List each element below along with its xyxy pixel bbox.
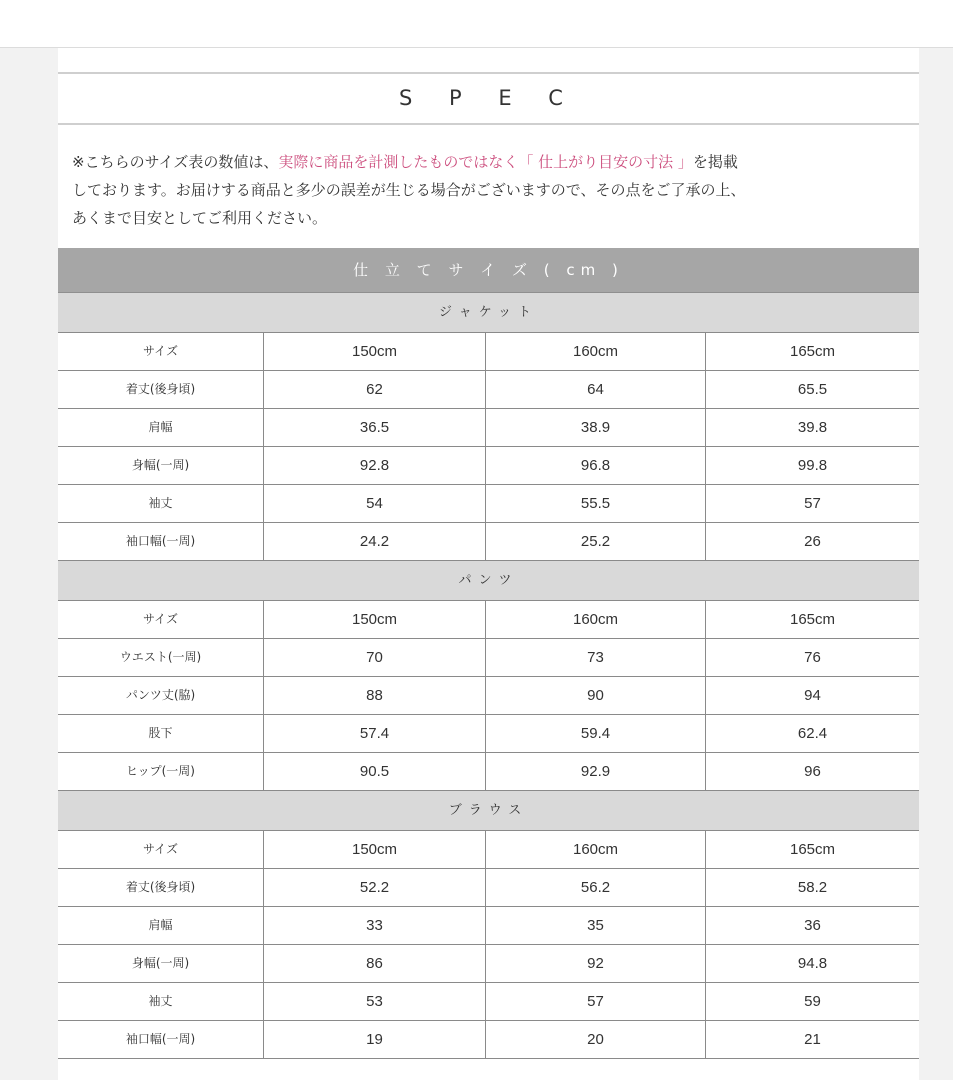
- row-value: 150cm: [264, 831, 486, 868]
- left-margin: [0, 48, 58, 1080]
- table-row: [58, 1021, 919, 1059]
- table-row: [58, 447, 919, 485]
- spec-title-top-rule: [58, 72, 919, 74]
- row-value: 19: [264, 1021, 486, 1058]
- row-label: 袖丈: [58, 983, 264, 1020]
- row-value: 54: [264, 485, 486, 522]
- table-row: [58, 639, 919, 677]
- row-value: 90: [486, 677, 706, 714]
- row-value: 21: [804, 1031, 821, 1048]
- row-value: 33: [264, 907, 486, 944]
- row-label: 股下: [58, 715, 264, 752]
- row-value: 59.4: [486, 715, 706, 752]
- size-table-sections: [58, 293, 919, 1059]
- table-row: [58, 945, 919, 983]
- notice-text-1: ※こちらのサイズ表の数値は、: [72, 153, 279, 171]
- table-row: [58, 869, 919, 907]
- row-value: 86: [264, 945, 486, 982]
- spec-title-bottom-rule: [58, 123, 919, 125]
- row-value: 165cm: [789, 343, 836, 360]
- row-value: 92.8: [264, 447, 486, 484]
- row-value: 150cm: [264, 601, 486, 638]
- row-value: 39.8: [797, 419, 828, 436]
- row-value: 92.9: [486, 753, 706, 790]
- row-label: 袖口幅(一周): [58, 1021, 264, 1058]
- row-label: 肩幅: [58, 907, 264, 944]
- table-row: [58, 715, 919, 753]
- row-value: 55.5: [486, 485, 706, 522]
- row-label: 身幅(一周): [58, 447, 264, 484]
- spec-sheet: [58, 48, 919, 1080]
- table-row: [58, 485, 919, 523]
- row-value: 165cm: [789, 611, 836, 628]
- row-label: 着丈(後身頃): [58, 371, 264, 408]
- row-value: 36: [804, 917, 821, 934]
- row-label: ヒップ(一周): [58, 753, 264, 790]
- spec-title: S P E C: [399, 86, 578, 110]
- notice-text-2: を掲載: [692, 153, 738, 171]
- row-value: 24.2: [264, 523, 486, 560]
- row-value: 92: [486, 945, 706, 982]
- section-header: ジャケット: [58, 293, 919, 333]
- size-table: [58, 248, 919, 1059]
- row-value: 58.2: [797, 879, 828, 896]
- row-label: 身幅(一周): [58, 945, 264, 982]
- table-row: [58, 831, 919, 869]
- row-label: 袖口幅(一周): [58, 523, 264, 560]
- row-label: サイズ: [58, 831, 264, 868]
- table-row: [58, 523, 919, 561]
- notice-highlight: 実際に商品を計測したものではなく「 仕上がり目安の寸法 」: [278, 153, 693, 171]
- right-margin: [919, 48, 953, 1080]
- table-row: [58, 333, 919, 371]
- row-value: 59: [804, 993, 821, 1010]
- notice-line-1: [72, 148, 912, 176]
- section-header: パンツ: [58, 561, 919, 601]
- row-value: 73: [486, 639, 706, 676]
- row-value: 57: [486, 983, 706, 1020]
- row-value: 56.2: [486, 869, 706, 906]
- notice-line-2: しております。お届けする商品と多少の誤差が生じる場合がございますので、その点をご了承の上、: [72, 181, 746, 199]
- row-value: 160cm: [486, 601, 706, 638]
- row-label: パンツ丈(脇): [58, 677, 264, 714]
- row-value: 26: [804, 533, 821, 550]
- row-value: 57.4: [264, 715, 486, 752]
- row-value: 70: [264, 639, 486, 676]
- size-table-title: 仕 立 て サ イ ズ ( cm ): [58, 248, 919, 293]
- row-value: 160cm: [486, 831, 706, 868]
- row-value: 35: [486, 907, 706, 944]
- table-row: [58, 371, 919, 409]
- notice-line-3: あくまで目安としてご利用ください。: [72, 209, 328, 227]
- table-row: [58, 983, 919, 1021]
- row-label: サイズ: [58, 333, 264, 370]
- table-row: [58, 753, 919, 791]
- size-notice: [72, 148, 912, 232]
- table-row: [58, 677, 919, 715]
- row-label: 肩幅: [58, 409, 264, 446]
- row-value: 90.5: [264, 753, 486, 790]
- row-value: 25.2: [486, 523, 706, 560]
- table-row: [58, 907, 919, 945]
- row-value: 150cm: [264, 333, 486, 370]
- row-label: 着丈(後身頃): [58, 869, 264, 906]
- section-header: ブラウス: [58, 791, 919, 831]
- row-value: 94.8: [797, 955, 828, 972]
- row-value: 88: [264, 677, 486, 714]
- row-value: 65.5: [797, 381, 828, 398]
- row-value: 94: [804, 687, 821, 704]
- row-label: サイズ: [58, 601, 264, 638]
- row-value: 36.5: [264, 409, 486, 446]
- row-value: 20: [486, 1021, 706, 1058]
- row-value: 160cm: [486, 333, 706, 370]
- row-value: 53: [264, 983, 486, 1020]
- row-value: 96: [804, 763, 821, 780]
- row-value: 99.8: [797, 457, 828, 474]
- row-value: 165cm: [789, 841, 836, 858]
- row-value: 62.4: [797, 725, 828, 742]
- row-label: 袖丈: [58, 485, 264, 522]
- row-label: ウエスト(一周): [58, 639, 264, 676]
- row-value: 52.2: [264, 869, 486, 906]
- row-value: 38.9: [486, 409, 706, 446]
- row-value: 64: [486, 371, 706, 408]
- row-value: 57: [804, 495, 821, 512]
- row-value: 62: [264, 371, 486, 408]
- table-row: [58, 601, 919, 639]
- row-value: 96.8: [486, 447, 706, 484]
- table-row: [58, 409, 919, 447]
- row-value: 76: [804, 649, 821, 666]
